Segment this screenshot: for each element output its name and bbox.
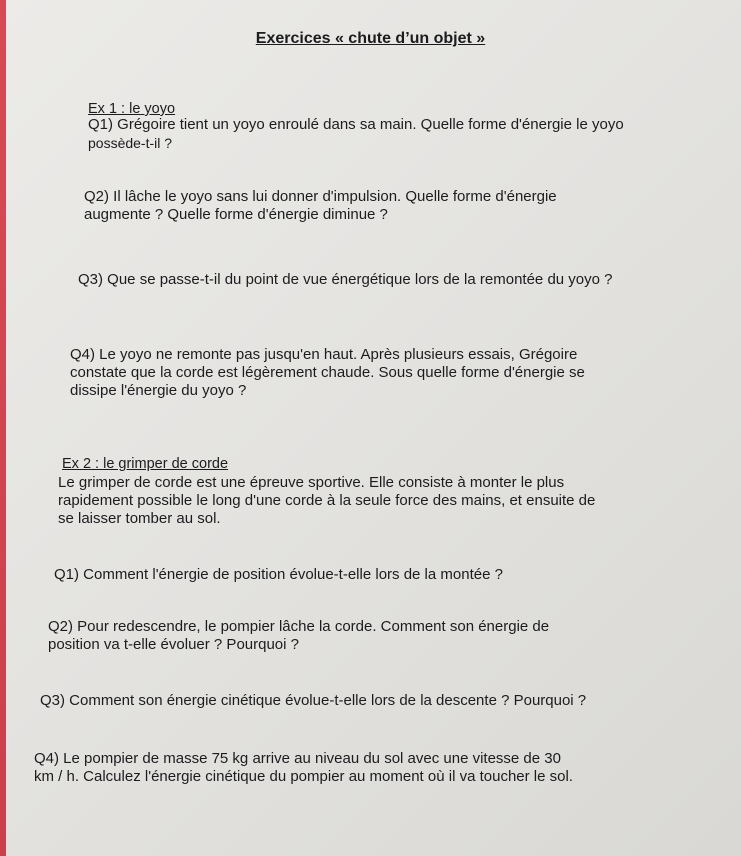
- ex2-q1-line: Q1) Comment l'énergie de position évolue-t-elle lors de la montée ?: [54, 566, 503, 583]
- ex2-q4-line: km / h. Calculez l'énergie cinétique du pompier au moment où il va toucher le sol.: [34, 768, 573, 785]
- ex2-heading: Ex 2 : le grimper de corde: [62, 456, 229, 472]
- ex1-q2: [84, 188, 557, 224]
- ex1-q2-line: Q2) Il lâche le yoyo sans lui donner d'impulsion. Quelle forme d'énergie: [84, 188, 557, 205]
- ex2-intro-line: rapidement possible le long d'une corde à la seule force des mains, et ensuite de: [58, 492, 596, 509]
- ex2-intro: [58, 474, 595, 528]
- ex2-intro-line: se laisser tomber au sol.: [58, 510, 221, 527]
- ex2-q2-line: position va t-elle évoluer ? Pourquoi ?: [48, 636, 299, 653]
- ex1-q2-line: augmente ? Quelle forme d'énergie diminue ?: [84, 206, 388, 223]
- worksheet-title: Exercices « chute d’un objet »: [255, 30, 486, 47]
- ex2-heading-block: [62, 455, 228, 473]
- ex1-q4: [70, 346, 585, 400]
- ex1-q1-line: Q1) Grégoire tient un yoyo enroulé dans sa main. Quelle forme d'énergie le yoyo: [88, 116, 624, 133]
- ex2-q3-line: Q3) Comment son énergie cinétique évolue-t-elle lors de la descente ? Pourquoi ?: [40, 692, 587, 709]
- ex1-q1: [88, 116, 624, 152]
- ex1-q3-line: Q3) Que se passe-t-il du point de vue énergétique lors de la remontée du yoyo ?: [78, 271, 613, 288]
- ex1-q4-line: Q4) Le yoyo ne remonte pas jusqu'en haut. Après plusieurs essais, Grégoire: [70, 346, 578, 363]
- ex1-heading: Ex 1 : le yoyo: [88, 101, 176, 117]
- ex2-q1: [54, 566, 503, 584]
- ex1-q4-line: constate que la corde est légèrement chaude. Sous quelle forme d'énergie se: [70, 364, 585, 381]
- ex1-q4-line: dissipe l'énergie du yoyo ?: [70, 382, 247, 399]
- red-margin-line: [0, 0, 6, 856]
- ex2-q2-line: Q2) Pour redescendre, le pompier lâche la corde. Comment son énergie de: [48, 618, 550, 635]
- ex2-q2: [48, 618, 549, 654]
- ex1-q3: [78, 271, 613, 289]
- ex1-q1-line: possède-t-il ?: [88, 135, 173, 151]
- ex2-q4: [34, 750, 573, 786]
- ex2-q4-line: Q4) Le pompier de masse 75 kg arrive au niveau du sol avec une vitesse de 30: [34, 750, 561, 767]
- ex2-intro-line: Le grimper de corde est une épreuve sportive. Elle consiste à monter le plus: [58, 474, 565, 491]
- ex2-q3: [40, 692, 586, 710]
